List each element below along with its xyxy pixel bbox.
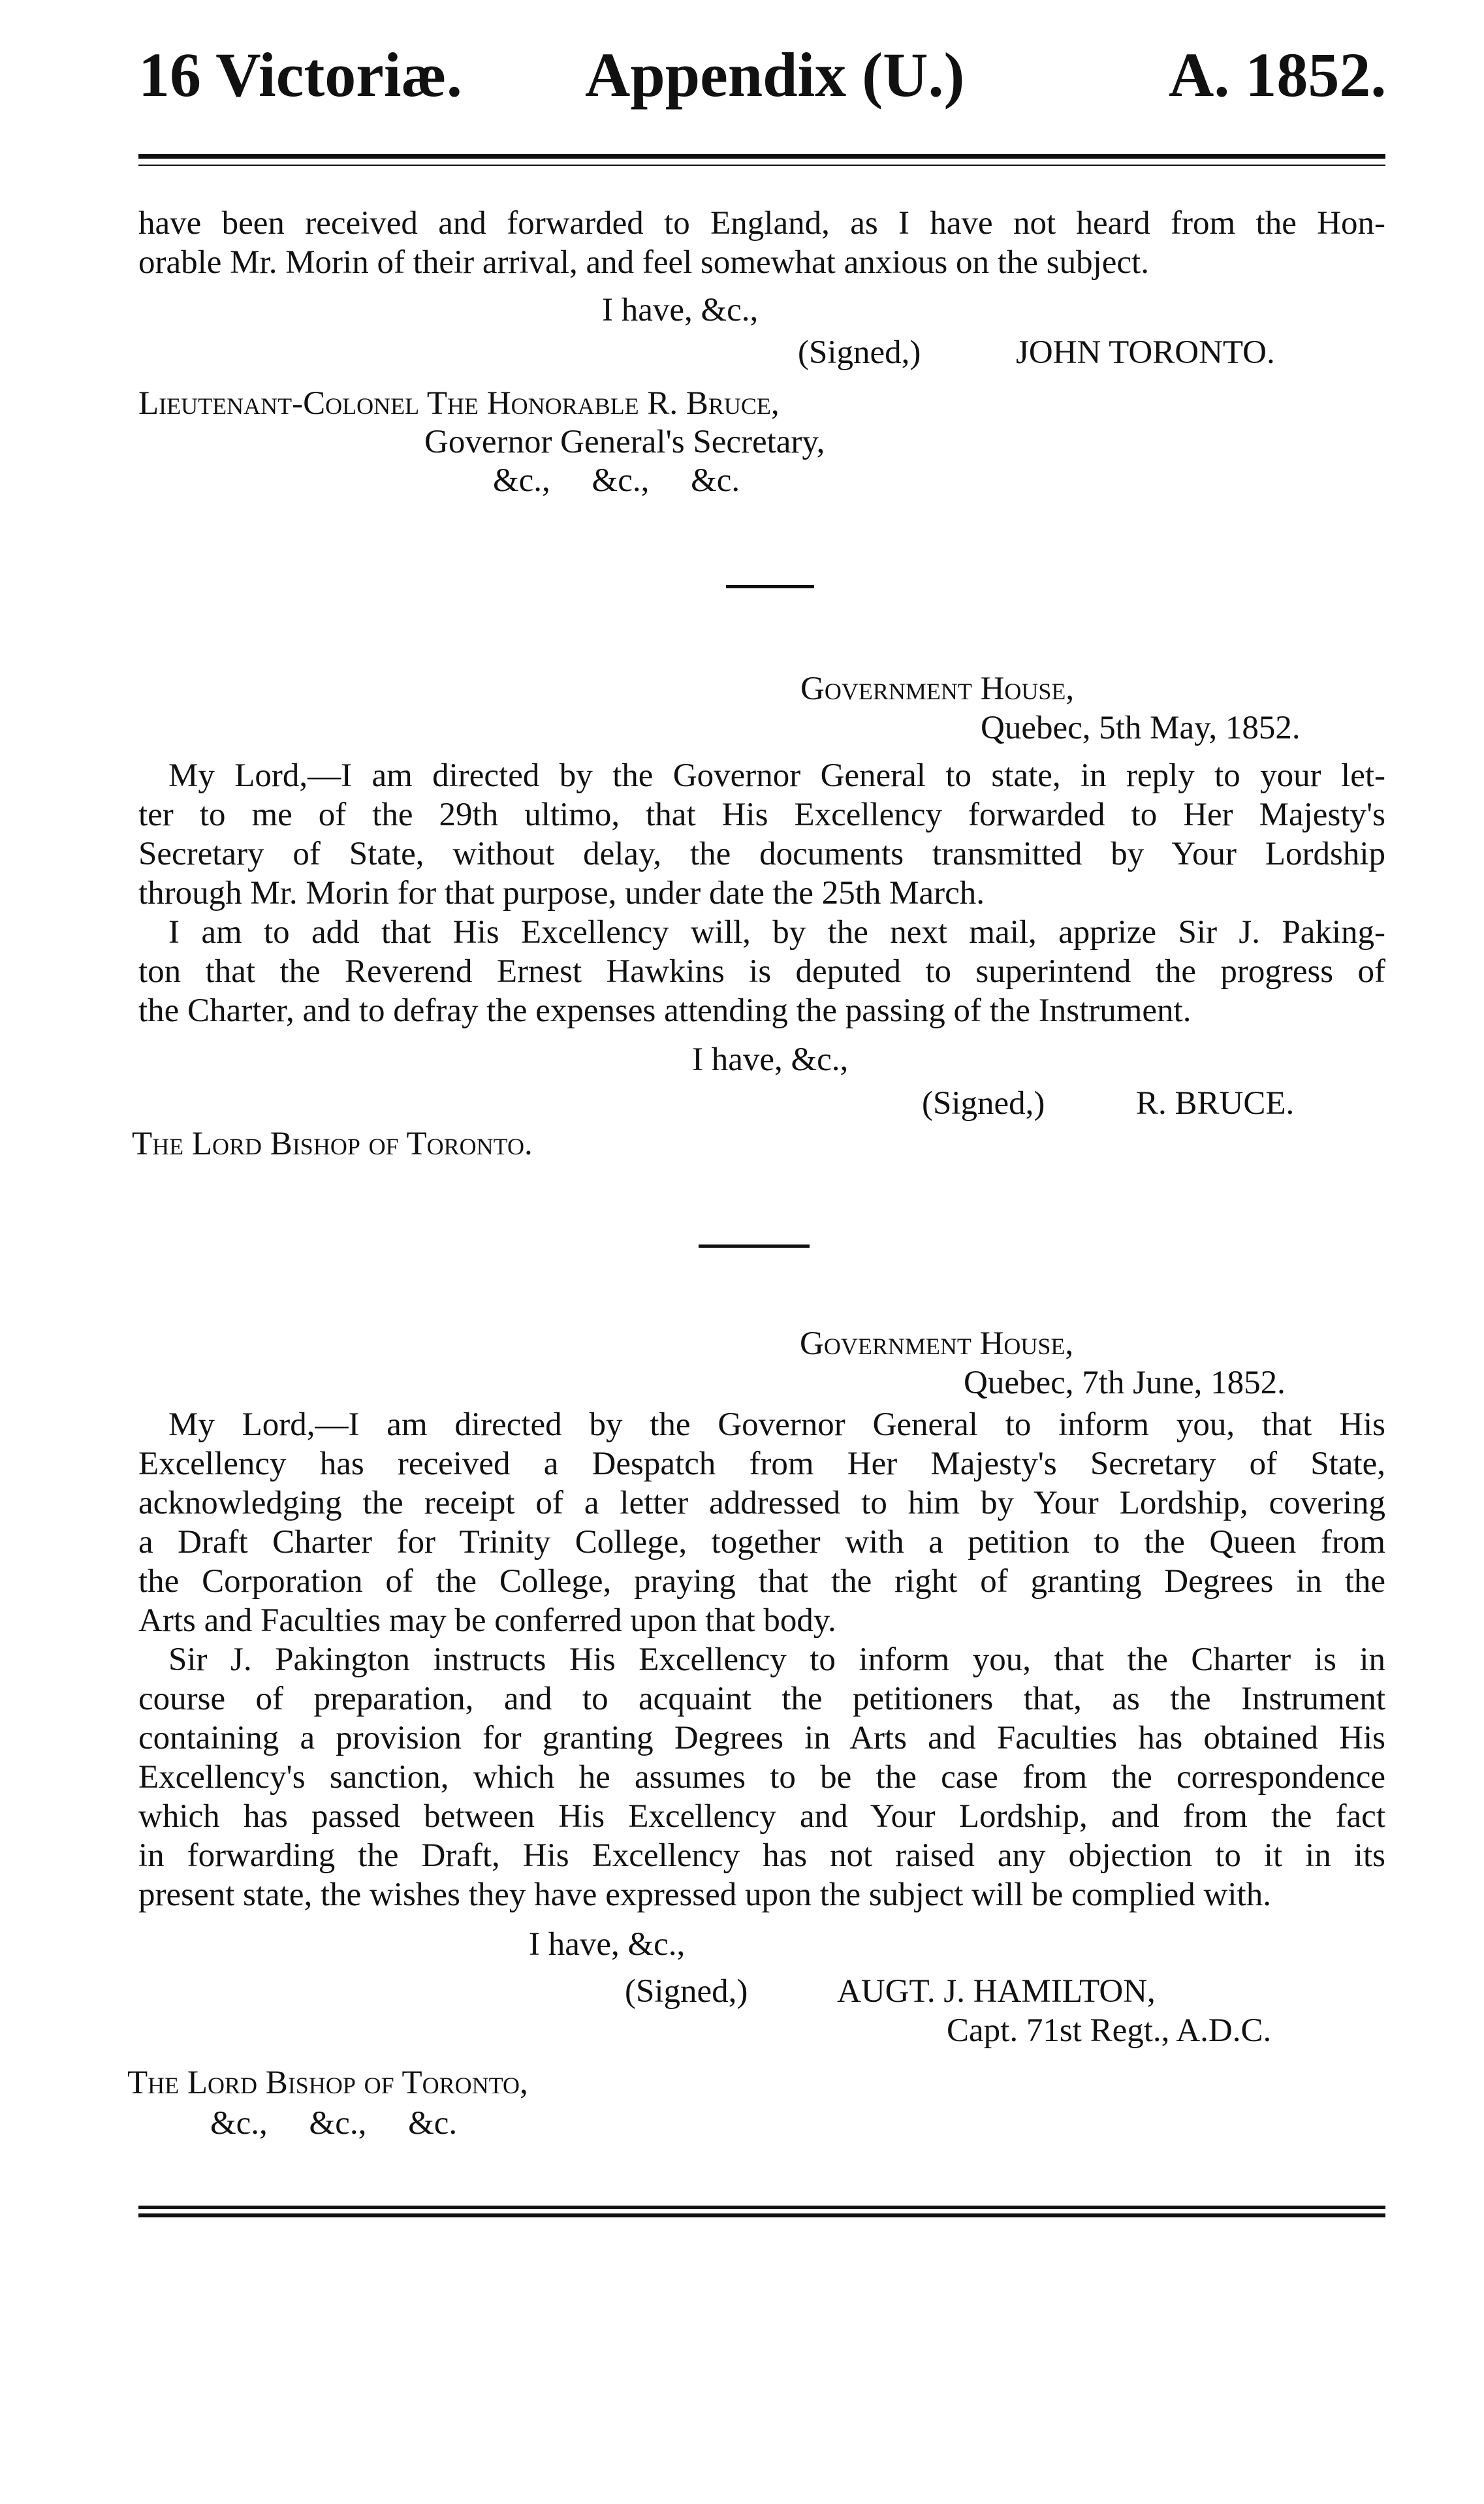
- letter3-p1-line-6: Arts and Faculties may be conferred upon that body.: [138, 1602, 836, 1639]
- letter2-p1-line-1: My Lord,—I am directed by the Governor General to state, in reply to your let-: [168, 757, 1385, 794]
- separator-2: [699, 1244, 810, 1248]
- header-appendix: Appendix (U.): [585, 40, 965, 110]
- letter2-p1-line-2: ter to me of the 29th ultimo, that His Excellency forwarded to Her Majesty's: [138, 797, 1385, 833]
- letter3-p1-line-3: acknowledging the receipt of a letter addressed to him by Your Lordship, covering: [138, 1485, 1385, 1521]
- footer-rule-2: [138, 2213, 1385, 2217]
- letter1-line-2: orable Mr. Morin of their arrival, and feel somewhat anxious on the subject.: [138, 244, 1149, 281]
- letter1-addressee-name: Lieutenant-Colonel The Honorable R. Bruce,: [138, 385, 780, 422]
- letter3-addressee-etc: &c., &c., &c.: [210, 2105, 458, 2142]
- letter3-p2-line-6: in forwarding the Draft, His Excellency has not raised any objection to it in its: [138, 1837, 1385, 1874]
- letter1-closing: I have, &c.,: [602, 292, 759, 328]
- letter3-p1-line-4: a Draft Charter for Trinity College, together with a petition to the Queen from: [138, 1524, 1385, 1561]
- letter2-date: Quebec, 5th May, 1852.: [981, 710, 1301, 746]
- letter3-place: Government House,: [800, 1325, 1074, 1362]
- letter3-p2-line-3: containing a provision for granting Degrees in Arts and Faculties has obtained His: [138, 1720, 1385, 1756]
- letter2-signature: R. BRUCE.: [1136, 1085, 1295, 1122]
- letter3-signature: AUGT. J. HAMILTON,: [837, 1973, 1156, 2010]
- letter2-p1-line-4: through Mr. Morin for that purpose, under date the 25th March.: [138, 875, 985, 911]
- letter3-p2-line-2: course of preparation, and to acquaint the petitioners that, as the Instrument: [138, 1681, 1385, 1717]
- letter3-p2-line-1: Sir J. Pakington instructs His Excellency to inform you, that the Charter is in: [168, 1641, 1385, 1678]
- letter2-p2-line-1: I am to add that His Excellency will, by the next mail, apprize Sir J. Paking-: [168, 914, 1385, 951]
- letter3-signed: (Signed,): [625, 1973, 748, 2010]
- letter3-p2-line-7: present state, the wishes they have expressed upon the subject will be complied with.: [138, 1877, 1271, 1913]
- letter2-place: Government House,: [800, 671, 1075, 707]
- letter1-addressee-title: Governor General's Secretary,: [424, 424, 825, 460]
- letter3-date: Quebec, 7th June, 1852.: [964, 1365, 1286, 1401]
- header-rule-thin: [138, 165, 1385, 166]
- letter2-p2-line-3: the Charter, and to defray the expenses attending the passing of the Instrument.: [138, 992, 1192, 1029]
- footer-rule-1: [138, 2206, 1385, 2209]
- header-rule-thick: [138, 154, 1385, 159]
- letter3-signature-title: Capt. 71st Regt., A.D.C.: [947, 2012, 1272, 2049]
- letter3-p2-line-4: Excellency's sanction, which he assumes to be the case from the correspondence: [138, 1759, 1385, 1796]
- letter2-p1-line-3: Secretary of State, without delay, the documents transmitted by Your Lordship: [138, 836, 1385, 872]
- header-session: 16 Victoriæ.: [138, 40, 462, 110]
- letter3-p1-line-2: Excellency has received a Despatch from Her Majesty's Secretary of State,: [138, 1446, 1385, 1482]
- letter2-signed: (Signed,): [922, 1085, 1045, 1122]
- letter3-p2-line-5: which has passed between His Excellency and Your Lordship, and from the fact: [138, 1798, 1385, 1835]
- letter3-addressee: The Lord Bishop of Toronto,: [127, 2065, 528, 2101]
- letter1-signed: (Signed,): [798, 334, 921, 371]
- letter2-closing: I have, &c.,: [692, 1041, 849, 1078]
- letter1-signature: JOHN TORONTO.: [1016, 334, 1275, 371]
- letter1-addressee-etc: &c., &c., &c.: [493, 462, 740, 499]
- header-year: A. 1852.: [1169, 40, 1387, 110]
- letter3-closing: I have, &c.,: [529, 1926, 686, 1963]
- letter2-addressee: The Lord Bishop of Toronto.: [132, 1126, 533, 1162]
- separator-1: [726, 585, 814, 588]
- letter3-p1-line-1: My Lord,—I am directed by the Governor General to inform you, that His: [168, 1406, 1385, 1443]
- letter3-p1-line-5: the Corporation of the College, praying that the right of granting Degrees in the: [138, 1563, 1385, 1600]
- letter2-p2-line-2: ton that the Reverend Ernest Hawkins is deputed to superintend the progress of: [138, 953, 1385, 990]
- letter1-line-1: have been received and forwarded to England, as I have not heard from the Hon-: [138, 205, 1385, 242]
